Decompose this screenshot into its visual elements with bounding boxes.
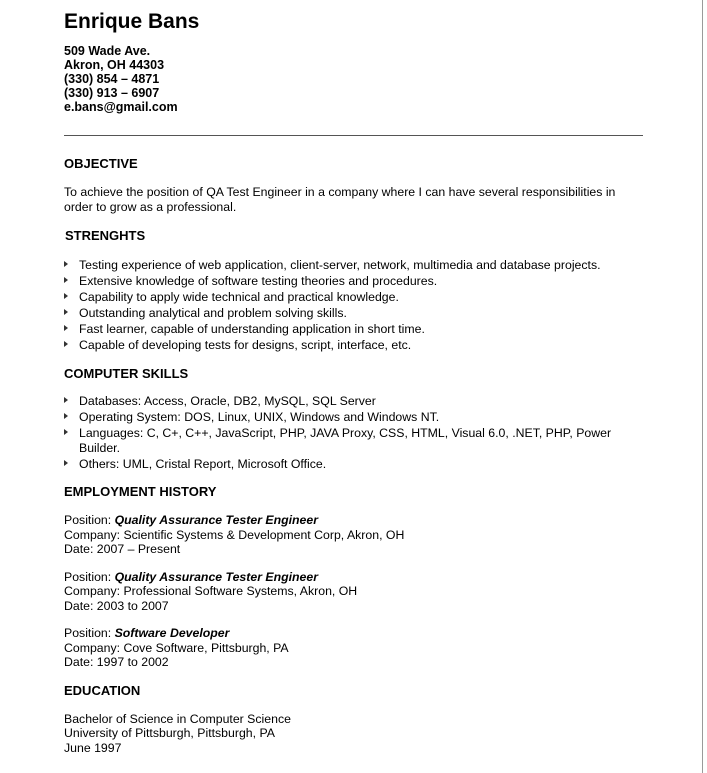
bullet-arrow-icon: [64, 293, 68, 299]
job-date: Date: 2003 to 2007: [64, 598, 169, 613]
skills-list: [64, 394, 644, 471]
list-item: [64, 258, 644, 273]
bullet-arrow-icon: [64, 460, 68, 466]
list-item-text: Others: UML, Cristal Report, Microsoft Office.: [79, 456, 327, 471]
job-position: [64, 513, 644, 528]
education-entry: [64, 712, 644, 756]
list-item-text: Operating System: DOS, Linux, UNIX, Windows and Windows NT.: [79, 410, 440, 425]
address-city: Akron, OH 44303: [64, 58, 165, 72]
list-item-text: Fast learner, capable of understanding application in short time.: [79, 322, 425, 337]
list-item: [64, 426, 644, 455]
university: University of Pittsburgh, Pittsburgh, PA: [64, 726, 275, 741]
list-item-text: Capability to apply wide technical and practical knowledge.: [79, 290, 399, 305]
list-item: [64, 290, 644, 305]
applicant-name: Enrique Bans: [64, 10, 200, 33]
position-label: Position:: [64, 569, 115, 584]
resume-content: [64, 10, 644, 755]
position-label: Position:: [64, 626, 115, 641]
job-date: Date: 2007 – Present: [64, 542, 181, 557]
job-company: Company: Cove Software, Pittsburgh, PA: [64, 640, 289, 655]
degree: Bachelor of Science in Computer Science: [64, 711, 291, 726]
job-company: Company: Scientific Systems & Development Corp, Akron, OH: [64, 527, 405, 542]
list-item: [64, 322, 644, 337]
job-company: Company: Professional Software Systems, Akron, OH: [64, 584, 358, 599]
job-date: Date: 1997 to 2002: [64, 655, 169, 670]
job-entry: [64, 626, 644, 670]
strengths-heading: STRENGHTS: [65, 228, 146, 243]
job-title: Quality Assurance Tester Engineer: [114, 569, 319, 584]
list-item: [64, 457, 644, 472]
position-label: Position:: [64, 513, 115, 528]
job-title: Software Developer: [114, 626, 230, 641]
job-entry: [64, 513, 644, 557]
list-item-text: Databases: Access, Oracle, DB2, MySQL, SQL Server: [79, 393, 376, 408]
strengths-list: [64, 258, 644, 353]
list-item: [64, 306, 644, 321]
list-item: [64, 410, 644, 425]
job-position: [64, 570, 644, 585]
list-item: [64, 274, 644, 289]
bullet-arrow-icon: [64, 309, 68, 315]
bullet-arrow-icon: [64, 341, 68, 347]
phone-secondary: (330) 913 – 6907: [64, 86, 160, 100]
bullet-arrow-icon: [64, 261, 68, 267]
list-item-text: Extensive knowledge of software testing theories and procedures.: [79, 274, 438, 289]
education-heading: EDUCATION: [64, 682, 141, 698]
bullet-arrow-icon: [64, 397, 68, 403]
job-title: Quality Assurance Tester Engineer: [114, 513, 319, 528]
bullet-arrow-icon: [64, 429, 68, 435]
employment-heading: EMPLOYMENT HISTORY: [64, 484, 217, 500]
header-divider: [64, 135, 643, 136]
bullet-arrow-icon: [64, 277, 68, 283]
list-item-text: Capable of developing tests for designs, script, interface, etc.: [79, 338, 412, 353]
list-item: [64, 394, 644, 409]
email-address: e.bans@gmail.com: [64, 100, 178, 114]
job-entry: [64, 570, 644, 614]
graduation-date: June 1997: [64, 740, 122, 755]
contact-block: [64, 44, 644, 114]
skills-heading: COMPUTER SKILLS: [64, 365, 189, 381]
list-item-text: Testing experience of web application, client-server, network, multimedia and database projects.: [79, 258, 601, 272]
address-street: 509 Wade Ave.: [64, 44, 151, 58]
bullet-arrow-icon: [64, 325, 68, 331]
phone-primary: (330) 854 – 4871: [64, 72, 160, 86]
job-position: [64, 626, 644, 641]
list-item: [64, 338, 644, 353]
list-item-text: Languages: C, C+, C++, JavaScript, PHP, JAVA Proxy, CSS, HTML, Visual 6.0, .NET, PHP, Power Builder.: [79, 426, 612, 455]
list-item-text: Outstanding analytical and problem solving skills.: [79, 306, 347, 321]
objective-text: To achieve the position of QA Test Engineer in a company where I can have several responsibilities in order to grow as a professional.: [64, 185, 616, 214]
objective-heading: OBJECTIVE: [64, 156, 138, 171]
bullet-arrow-icon: [64, 413, 68, 419]
